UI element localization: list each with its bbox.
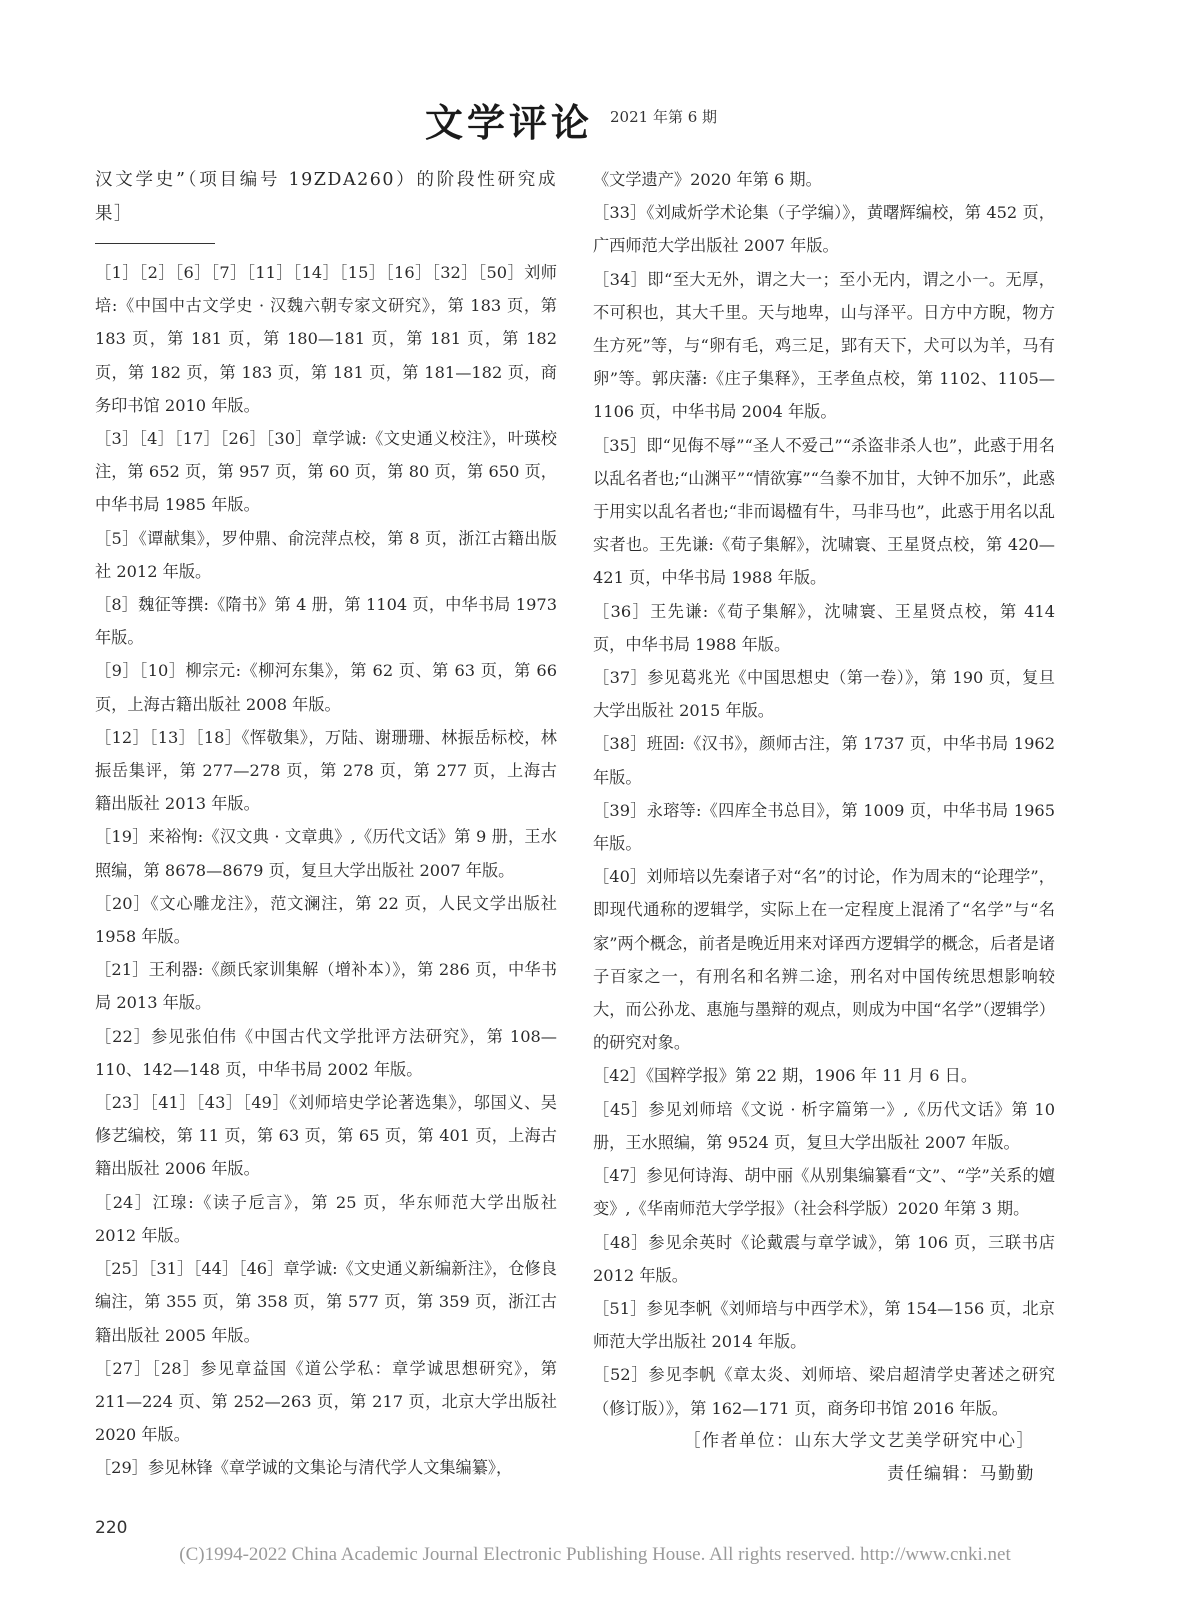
reference-note: ［34］即“至大无外，谓之大一；至小无内，谓之小一。无厚，不可积也，其大千里。天与地卑，山与泽平。日方中方睨，物方生方死”等，与“卵有毛，鸡三足，郢有天下，犬可以为羊，马有卵”等。郭庆藩:《庄子集释》，王孝鱼点校，第 1102、1105—1106 页，中华书局 2004 年版。: [593, 269, 1055, 422]
reference-note: ［51］参见李帆《刘师培与中西学术》，第 154—156 页，北京师范大学出版社 2014 年版。: [593, 1298, 1055, 1352]
reference-note: ［27］［28］参见章益国《道公学私：章学诚思想研究》，第 211—224 页、第 252—263 页，第 217 页，北京大学出版社 2020 年版。: [95, 1358, 557, 1445]
reference-note: ［20］《文心雕龙注》，范文澜注，第 22 页，人民文学出版社 1958 年版。: [95, 893, 557, 947]
journal-header: [0, 92, 1190, 145]
reference-note: ［48］参见余英时《论戴震与章学诚》，第 106 页，三联书店 2012 年版。: [593, 1232, 1055, 1285]
left-column: [95, 163, 557, 1485]
reference-note: ［52］参见李帆《章太炎、刘师培、梁启超清学史著述之研究（修订版）》，第 162—171 页，商务印书馆 2016 年版。: [593, 1365, 1055, 1418]
reference-note: ［45］参见刘师培《文说 · 析字篇第一》,《历代文话》第 10 册，王水照编，第 9524 页，复旦大学出版社 2007 年版。: [593, 1099, 1055, 1152]
reference-note: ［35］即“见侮不辱”“圣人不爱己”“杀盗非杀人也”，此惑于用名以乱名者也;“山渊平”“情欲寡”“刍豢不加甘，大钟不加乐”，此惑于用实以乱名者也;“非而谒楹有牛，马非马也”，此惑于用名以乱实者也。王先谦:《荀子集解》，沈啸寰、王星贤点校，第 420—421 页，中华书局 1988 年版。: [593, 435, 1055, 588]
reference-note: ［39］永瑢等:《四库全书总目》，第 1009 页，中华书局 1965 年版。: [593, 800, 1055, 854]
right-column: [593, 163, 1055, 1491]
author-affiliation: ［作者单位：山东大学文艺美学研究中心］: [683, 1430, 1035, 1451]
reference-note: ［19］来裕恂:《汉文典 · 文章典》,《历代文话》第 9 册，王水照编，第 8678—8679 页，复旦大学出版社 2007 年版。: [95, 827, 557, 880]
reference-note: ［5］《谭献集》，罗仲鼎、俞浣萍点校，第 8 页，浙江古籍出版社 2012 年版。: [95, 528, 557, 581]
issue-label: 2021 年第 6 期: [610, 108, 718, 126]
copyright-notice: (C)1994-2022 China Academic Journal Electronic Publishing House. All rights reserved. http://www.cnki.net: [179, 1544, 1011, 1565]
reference-note: ［42］《国粹学报》第 22 期，1906 年 11 月 6 日。: [593, 1066, 978, 1086]
reference-note: ［22］参见张伯伟《中国古代文学批评方法研究》，第 108—110、142—148 页，中华书局 2002 年版。: [95, 1026, 557, 1079]
reference-note: ［21］王利器:《颜氏家训集解（增补本）》，第 286 页，中华书局 2013 年版。: [95, 960, 557, 1013]
reference-note: ［12］［13］［18］《恽敬集》，万陆、谢珊珊、林振岳标校，林振岳集评，第 277—278 页，第 278 页，第 277 页，上海古籍出版社 2013 年版。: [95, 727, 557, 814]
reference-note: ［24］江瑔:《读子卮言》，第 25 页，华东师范大学出版社 2012 年版。: [95, 1192, 557, 1245]
reference-note: ［1］［2］［6］［7］［11］［14］［15］［16］［32］［50］刘师培:《中国中古文学史 · 汉魏六朝专家文研究》，第 183 页，第 183 页，第 181 页，第 180—181 页，第 181 页，第 182 页，第 182 页，第 183 页，第 181 页，第 181—182 页，商务印书馆 2010 年版。: [95, 263, 557, 415]
responsible-editor: 责任编辑：马勤勤: [887, 1463, 1035, 1484]
journal-logo: 文学评论: [425, 100, 594, 145]
reference-note: ［29］参见林锋《章学诚的文集论与清代学人文集编纂》，: [95, 1458, 513, 1478]
notes-divider: [95, 243, 215, 244]
reference-note: 《文学遗产》2020 年第 6 期。: [593, 170, 822, 189]
reference-note: ［40］刘师培以先秦诸子对“名”的讨论，作为周末的“论理学”，即现代通称的逻辑学，实际上在一定程度上混淆了“名学”与“名家”两个概念，前者是晚近用来对译西方逻辑学的概念，后者是诸子百家之一，有刑名和名辨二途，刑名对中国传统思想影响较大，而公孙龙、惠施与墨辩的观点，则成为中国“名学”（逻辑学）的研究对象。: [593, 867, 1055, 1053]
reference-note: ［47］参见何诗海、胡中丽《从别集编纂看“文”、“学”关系的嬗变》,《华南师范大学学报》（社会科学版）2020 年第 3 期。: [593, 1166, 1055, 1219]
page-number: 220: [95, 1518, 128, 1538]
reference-note: ［3］［4］［17］［26］［30］章学诚:《文史通义校注》，叶瑛校注，第 652 页，第 957 页，第 60 页，第 80 页，第 650 页，中华书局 1985 年版。: [95, 429, 557, 515]
reference-note: ［23］［41］［43］［49］《刘师培史学论著选集》，邬国义、吴修艺编校，第 11 页，第 63 页，第 65 页，第 401 页，上海古籍出版社 2006 年版。: [95, 1093, 557, 1179]
reference-note: ［33］《刘咸炘学术论集（子学编）》，黄曙辉编校，第 452 页，广西师范大学出版社 2007 年版。: [593, 203, 1055, 256]
reference-note: ［25］［31］［44］［46］章学诚:《文史通义新编新注》，仓修良编注，第 355 页，第 358 页，第 577 页，第 359 页，浙江古籍出版社 2005 年版。: [95, 1259, 557, 1345]
funding-note: 汉文学史”（项目编号 19ZDA260）的阶段性研究成果］: [95, 170, 557, 224]
reference-note: ［9］［10］柳宗元:《柳河东集》，第 62 页、第 63 页，第 66 页，上海古籍出版社 2008 年版。: [95, 661, 557, 714]
reference-note: ［8］魏征等撰:《隋书》第 4 册，第 1104 页，中华书局 1973 年版。: [95, 595, 557, 648]
reference-note: ［37］参见葛兆光《中国思想史（第一卷）》，第 190 页，复旦大学出版社 2015 年版。: [593, 668, 1055, 721]
reference-note: ［38］班固:《汉书》，颜师古注，第 1737 页，中华书局 1962 年版。: [593, 734, 1055, 787]
reference-note: ［36］王先谦:《荀子集解》，沈啸寰、王星贤点校，第 414 页，中华书局 1988 年版。: [593, 601, 1055, 654]
